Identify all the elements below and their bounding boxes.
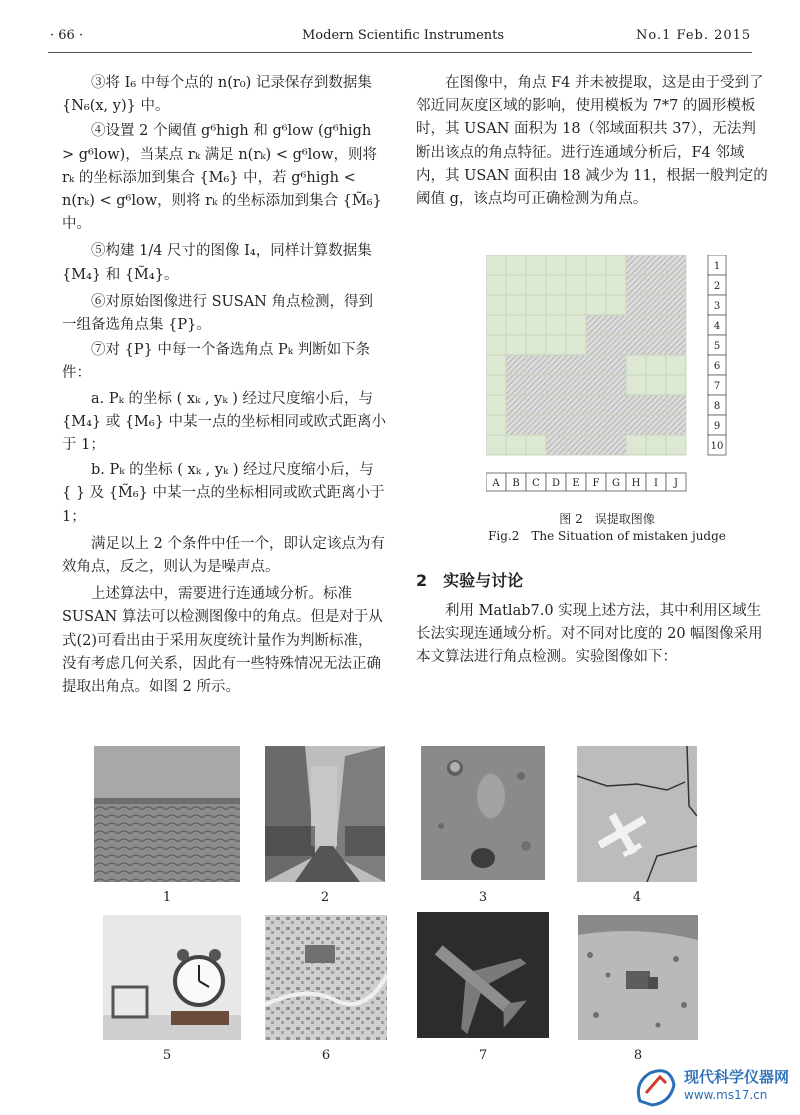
hatched-cell <box>586 375 606 395</box>
hatched-cell <box>566 375 586 395</box>
col-label: G <box>612 478 620 489</box>
hatched-cell <box>626 255 646 275</box>
hatched-cell <box>586 355 606 375</box>
hatched-cell <box>666 275 686 295</box>
row-label: 3 <box>713 301 721 312</box>
hatched-cell <box>586 395 606 415</box>
paragraph: ⑤构建 1/4 尺寸的图像 I₄，同样计算数据集 {M₄} 和 {M̃₄}。 <box>62 243 372 283</box>
hatched-cell <box>566 435 586 455</box>
paragraph: ⑥对原始图像进行 SUSAN 角点检测，得到一组备选角点集 {P}。 <box>62 293 373 334</box>
paragraph: ④设置 2 个阈值 g⁶high 和 g⁶low (g⁶high > g⁶low)，当某点 rₖ 满足 n(rₖ) < g⁶low，则将 rₖ 的坐标添加到集合 {M₆} 中，若 g⁶high < n(rₖ) < g⁶low，则将 rₖ 的坐标添加到集合 {M̃₆} 中。 <box>62 123 382 233</box>
paragraph: 满足以上 2 个条件中任一个，即认定该点为有效角点，反之，则认为是噪声点。 <box>62 535 385 576</box>
journal-name: Modern Scientific Instruments <box>302 28 505 43</box>
roof-photo <box>94 746 240 882</box>
figure-2 <box>486 255 728 495</box>
page-header <box>0 28 800 50</box>
hatched-cell <box>606 415 626 435</box>
hatched-cell <box>606 435 626 455</box>
paragraph: b. Pₖ 的坐标 ( xₖ , yₖ ) 经过尺度缩小后，与 { } 及 {M̃₆} 中某一点的坐标相同或欧式距离小于 1； <box>62 462 385 525</box>
row-label: 7 <box>713 381 721 392</box>
col-label: F <box>592 478 600 489</box>
hatched-cell <box>506 375 526 395</box>
figure-2-caption-en: Fig.2 The Situation of mistaken judge <box>488 529 726 543</box>
hatched-cell <box>646 275 666 295</box>
page-number: · 66 · <box>50 28 84 43</box>
hatched-cell <box>666 315 686 335</box>
section-title: 2 实验与讨论 <box>416 571 524 590</box>
hatched-cell <box>606 395 626 415</box>
hatched-cell <box>526 415 546 435</box>
hatched-cell <box>666 335 686 355</box>
thumb-label: 1 <box>162 890 172 905</box>
thumb-label: 8 <box>633 1048 643 1063</box>
col-label: B <box>512 478 520 489</box>
hatched-cell <box>606 335 626 355</box>
hatched-cell <box>586 335 606 355</box>
hatched-cell <box>506 395 526 415</box>
col-label: H <box>631 478 641 489</box>
paragraph: ③将 I₆ 中每个点的 n(r₀) 记录保存到数据集 {N₆(x, y)} 中。 <box>62 75 372 115</box>
hatched-cell <box>546 435 566 455</box>
hatched-cell <box>506 415 526 435</box>
hatched-cell <box>546 375 566 395</box>
figure-2-caption-cn: 图 2 误提取图像 <box>559 512 655 526</box>
hatched-cell <box>646 315 666 335</box>
hatched-cell <box>626 335 646 355</box>
col-label: D <box>551 478 561 489</box>
col-label: A <box>492 478 500 489</box>
hatched-cell <box>646 255 666 275</box>
thumb-label: 6 <box>321 1048 331 1063</box>
hatched-cell <box>626 275 646 295</box>
thumb-label: 7 <box>478 1048 488 1063</box>
airplane-map-photo <box>577 746 697 882</box>
jet-photo <box>417 912 549 1038</box>
hatched-cell <box>626 395 646 415</box>
hatched-cell <box>626 415 646 435</box>
hatched-cell <box>666 255 686 275</box>
right-column-section <box>416 600 768 670</box>
hatched-cell <box>626 315 646 335</box>
hatched-cell <box>566 395 586 415</box>
col-label: E <box>572 478 580 489</box>
col-label: C <box>532 478 540 489</box>
row-label: 1 <box>713 261 721 272</box>
watermark-url: www.ms17.cn <box>684 1088 768 1102</box>
row-label: 8 <box>713 401 721 412</box>
paragraph: 上述算法中，需要进行连通域分析。标准 SUSAN 算法可以检测图像中的角点。但是对于从式(2)可看出由于采用灰度统计量作为判断标准，没有考虑几何关系，因此有一些特殊情况无法正确提取出角点。如图 2 所示。 <box>62 586 383 696</box>
thumb-label: 3 <box>478 890 488 905</box>
hatched-cell <box>546 415 566 435</box>
paragraph: a. Pₖ 的坐标 ( xₖ , yₖ ) 经过尺度缩小后，与 {M₄} 或 {M₆} 中某一点的坐标相同或欧式距离小于 1； <box>62 390 387 454</box>
hatched-cell <box>646 415 666 435</box>
hatched-cell <box>666 395 686 415</box>
hatched-cell <box>646 295 666 315</box>
thumb-label: 4 <box>632 890 642 905</box>
hatched-cell <box>626 295 646 315</box>
right-column <box>416 72 768 211</box>
hatched-cell <box>606 315 626 335</box>
row-label: 2 <box>713 281 721 292</box>
desert-truck-photo <box>578 915 698 1040</box>
hatched-cell <box>666 295 686 315</box>
row-label: 5 <box>713 341 721 352</box>
thumb-label: 5 <box>162 1048 172 1063</box>
thumb-label: 2 <box>320 890 330 905</box>
header-rule <box>48 52 752 53</box>
issue-info: No.1 Feb. 2015 <box>636 28 752 43</box>
hatched-cell <box>666 415 686 435</box>
aerial-city-photo <box>265 915 387 1040</box>
paragraph: 利用 Matlab7.0 实现上述方法，其中利用区域生长法实现连通域分析。对不同对比度的 20 幅图像采用本文算法进行角点检测。实验图像如下： <box>416 603 763 666</box>
street-photo <box>265 746 385 882</box>
row-label: 10 <box>710 441 724 452</box>
hatched-cell <box>546 355 566 375</box>
watermark-title: 现代科学仪器网 <box>684 1068 790 1086</box>
hatched-cell <box>526 395 546 415</box>
lunar-photo <box>421 746 545 880</box>
hatched-cell <box>606 355 626 375</box>
left-column <box>62 72 387 699</box>
col-label: I <box>654 478 658 489</box>
paragraph: ⑦对 {P} 中每一个备选角点 Pₖ 判断如下条件： <box>62 342 371 382</box>
hatched-cell <box>526 355 546 375</box>
hatched-cell <box>586 435 606 455</box>
hatched-cell <box>546 395 566 415</box>
col-label: J <box>673 478 679 489</box>
hatched-cell <box>566 355 586 375</box>
hatched-cell <box>646 335 666 355</box>
row-label: 4 <box>713 321 721 332</box>
row-label: 6 <box>713 361 721 372</box>
hatched-cell <box>566 415 586 435</box>
hatched-cell <box>606 375 626 395</box>
hatched-cell <box>586 415 606 435</box>
grid-figure <box>486 255 728 495</box>
paragraph: 在图像中，角点 F4 并未被提取，这是由于受到了邻近同灰度区域的影响，使用模板为 7*7 的圆形模板时，其 USAN 面积为 18（邻域面积共 37），无法判断出该点的角点特征。进行连通域分析后，F4 邻域内，其 USAN 面积由 18 减少为 11，根据一般判定的阈值 g，该点均可正确检测为角点。 <box>416 75 768 208</box>
hatched-cell <box>646 395 666 415</box>
hatched-cell <box>526 375 546 395</box>
hatched-cell <box>586 315 606 335</box>
clock-photo <box>103 915 241 1040</box>
hatched-cell <box>506 355 526 375</box>
row-label: 9 <box>713 421 721 432</box>
